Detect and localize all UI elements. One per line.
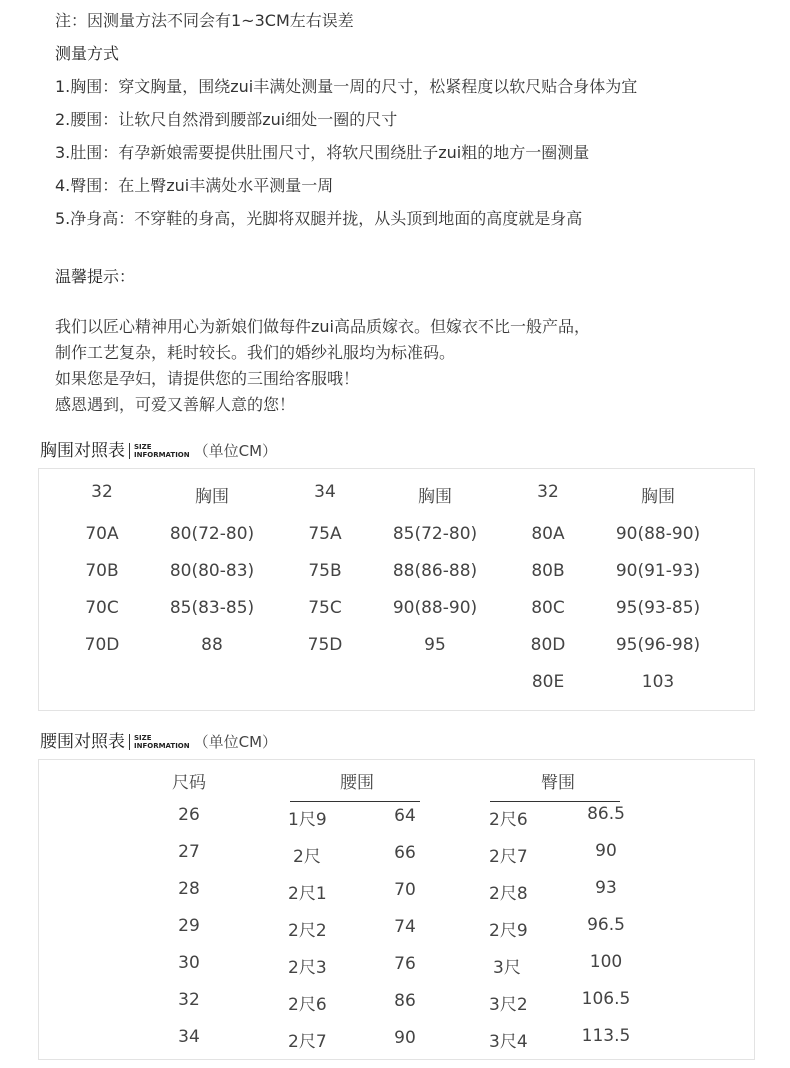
table-cell: 86 [394,991,416,1011]
table-cell: 2尺6 [288,995,327,1015]
table-cell: 90(88-90) [392,598,478,618]
table-cell: 80A [531,524,565,544]
table-cell: 3尺 [493,958,521,978]
tip-line: 感恩遇到，可爱又善解人意的您！ [55,395,296,414]
chest-table-title [40,436,277,461]
column-header: 胸围 [418,487,452,507]
column-header: 胸围 [641,487,675,507]
table-cell: 30 [178,953,200,973]
table-cell: 75C [308,598,342,618]
table-cell: 80C [531,598,565,618]
table-cell: 93 [595,878,617,898]
table-cell: 2尺6 [489,810,528,830]
table-cell: 29 [178,916,200,936]
table-cell: 74 [394,917,416,937]
table-cell: 75D [307,635,343,655]
waist-table-title [40,727,277,752]
table-cell: 26 [178,805,200,825]
table-cell: 85(83-85) [169,598,255,618]
column-header: 34 [314,482,336,502]
method-item: 5.净身高：不穿鞋的身高，光脚将双腿并拢，从头顶到地面的高度就是身高 [55,209,583,228]
method-item: 3.肚围：有孕新娘需要提供肚围尺寸，将软尺围绕肚子zui粗的地方一圈测量 [55,143,590,162]
method-item: 1.胸围：穿文胸量，围绕zui丰满处测量一周的尺寸，松紧程度以软尺贴合身体为宜 [55,77,638,96]
table-cell: 27 [178,842,200,862]
table-cell: 76 [394,954,416,974]
table-cell: 90(91-93) [615,561,701,581]
table-cell: 70 [394,880,416,900]
table-cell: 32 [178,990,200,1010]
table-cell: 2尺9 [489,921,528,941]
column-header: 32 [91,482,113,502]
table-cell: 70C [85,598,119,618]
table-cell: 113.5 [581,1026,631,1046]
table-cell: 80(80-83) [169,561,255,581]
divider [490,801,620,802]
column-header: 尺码 [172,773,206,793]
table-cell: 80E [531,672,565,692]
table-cell: 2尺3 [288,958,327,978]
unit-label: （单位CM） [193,733,278,751]
table-cell: 88 [201,635,223,655]
method-item: 2.腰围：让软尺自然滑到腰部zui细处一圈的尺寸 [55,110,398,129]
table-cell: 80(72-80) [169,524,255,544]
method-item: 4.臀围：在上臀zui丰满处水平测量一周 [55,176,334,195]
table-cell: 106.5 [581,989,631,1009]
table-cell: 86.5 [587,804,625,824]
table-cell: 64 [394,806,416,826]
table-cell: 95(96-98) [615,635,701,655]
table-cell: 90 [595,841,617,861]
column-header: 臀围 [541,773,575,793]
table-cell: 2尺8 [489,884,528,904]
column-header: 腰围 [340,773,374,793]
table-cell: 2尺1 [288,884,327,904]
table-cell: 95(93-85) [615,598,701,618]
divider [290,801,420,802]
table-cell: 28 [178,879,200,899]
table-cell: 90 [394,1028,416,1048]
table-cell: 2尺2 [288,921,327,941]
size-information-label: SIZE INFORMATION [129,443,190,459]
waist-size-table [38,759,755,1060]
tips-title: 温馨提示： [55,267,136,286]
tip-line: 制作工艺复杂，耗时较长。我们的婚纱礼服均为标准码。 [55,343,456,362]
table-cell: 80D [530,635,566,655]
table-cell: 1尺9 [288,810,327,830]
table-cell: 3尺4 [489,1032,528,1052]
column-header: 胸围 [195,487,229,507]
table-cell: 80B [531,561,565,581]
table-cell: 85(72-80) [392,524,478,544]
table-cell: 3尺2 [489,995,528,1015]
table-cell: 90(88-90) [615,524,701,544]
method-title: 测量方式 [55,44,120,63]
table-cell: 103 [641,672,675,692]
tip-line: 我们以匠心精神用心为新娘们做每件zui高品质嫁衣。但嫁衣不比一般产品， [55,317,590,336]
table-cell: 75B [308,561,342,581]
size-information-label: SIZE INFORMATION [129,734,190,750]
table-cell: 2尺7 [489,847,528,867]
unit-label: （单位CM） [193,442,278,460]
table-cell: 100 [589,952,623,972]
chest-title-text: 胸围对照表 [40,441,125,461]
tip-line: 如果您是孕妇，请提供您的三围给客服哦！ [55,369,360,388]
note: 注：因测量方法不同会有1~3CM左右误差 [55,11,354,30]
table-cell: 95 [424,635,446,655]
table-cell: 96.5 [587,915,625,935]
table-cell: 88(86-88) [392,561,478,581]
waist-title-text: 腰围对照表 [40,732,125,752]
table-cell: 70A [85,524,119,544]
table-cell: 2尺7 [288,1032,327,1052]
table-cell: 66 [394,843,416,863]
column-header: 32 [537,482,559,502]
table-cell: 70B [85,561,119,581]
table-cell: 34 [178,1027,200,1047]
table-cell: 2尺 [293,847,321,867]
table-cell: 75A [308,524,342,544]
table-cell: 70D [84,635,120,655]
